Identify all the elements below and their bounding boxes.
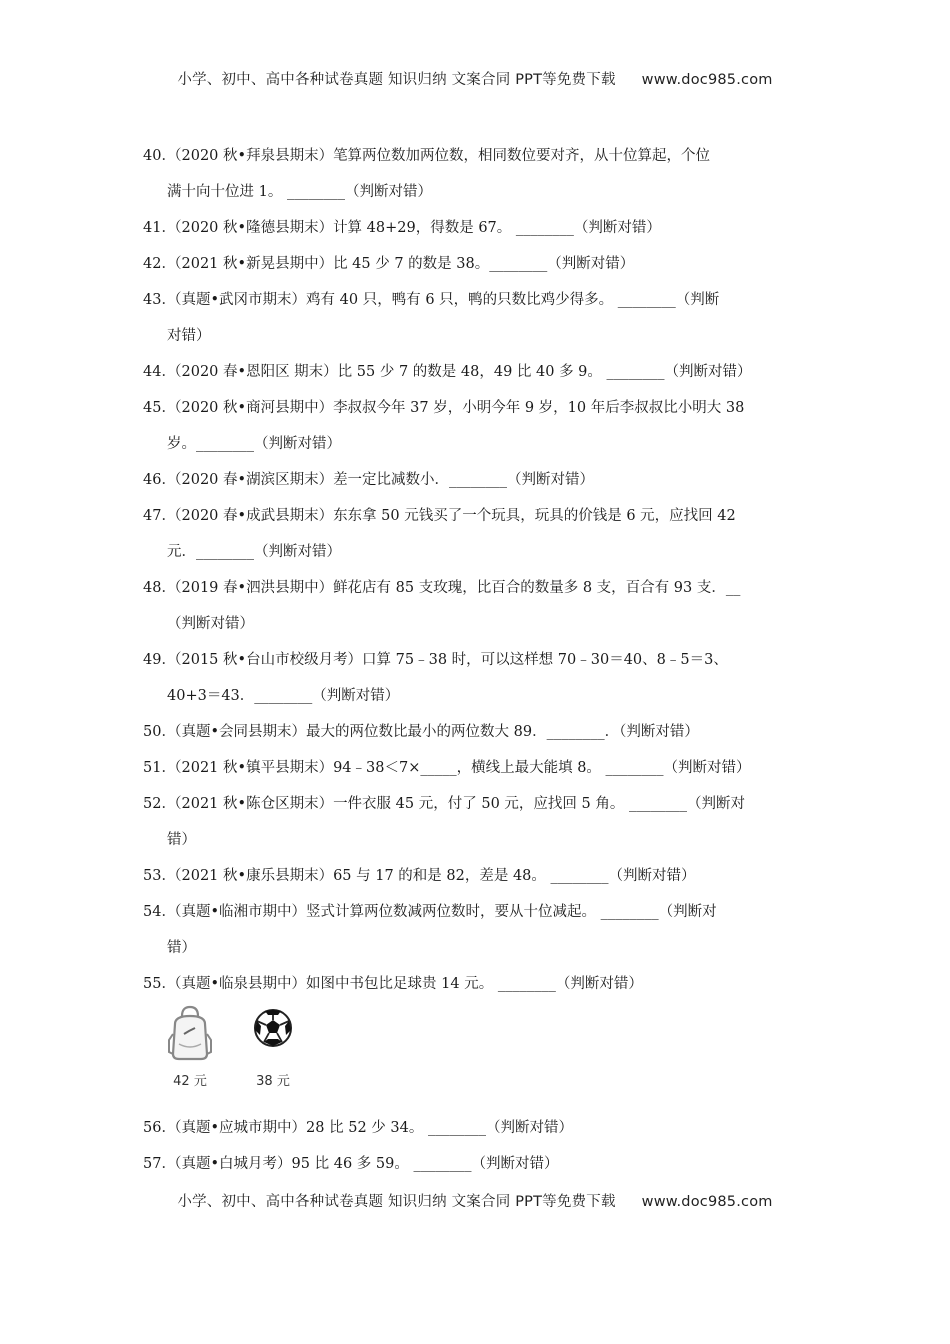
footer-site: www.doc985.com: [641, 1194, 773, 1210]
question-text-line: （真题•会同县期末）最大的两位数比最小的两位数大 89．________．（判断对错）: [167, 724, 699, 740]
question-44: [145, 354, 810, 390]
question-number: 42．: [143, 256, 176, 272]
question-number: 44．: [143, 364, 176, 380]
question-43: [145, 282, 810, 354]
question-text-line: （2020 春•湖滨区期末）差一定比减数小．________（判断对错）: [167, 472, 595, 488]
question-56: [145, 1110, 810, 1146]
question-text-line: （2020 秋•商河县期中）李叔叔今年 37 岁，小明今年 9 岁，10 年后李叔叔比小明大 38: [167, 400, 745, 416]
question-number: 51．: [143, 760, 176, 776]
question-number: 50．: [143, 724, 176, 740]
question-number: 49．: [143, 652, 176, 668]
page-footer: [0, 1190, 950, 1211]
question-text-line: 元．________（判断对错）: [167, 544, 341, 560]
question-text-line: （判断对错）: [167, 616, 254, 632]
question-text-line: （2020 秋•拜泉县期末）笔算两位数加两位数，相同数位要对齐，从十位算起，个位: [167, 148, 711, 164]
backpack-item: [165, 1004, 215, 1089]
footer-text: 小学、初中、高中各种试卷真题 知识归纳 文案合同 PPT等免费下载: [177, 1194, 616, 1210]
backpack-icon: [165, 1004, 215, 1064]
question-text-line: （2021 秋•镇平县期末）94﹣38＜7×_____，横线上最大能填 8。 ________（判断对错）: [167, 760, 751, 776]
question-57: [145, 1146, 810, 1182]
question-40: [145, 138, 810, 210]
question-41: [145, 210, 810, 246]
question-text-line: （真题•白城月考）95 比 46 多 59。 ________（判断对错）: [167, 1156, 559, 1172]
question-42: [145, 246, 810, 282]
question-number: 57．: [143, 1156, 176, 1172]
question-list: [145, 138, 810, 1182]
question-text-line: （2020 春•成武县期末）东东拿 50 元钱买了一个玩具，玩具的价钱是 6 元，应找回 42: [167, 508, 736, 524]
question-text-line: （2020 秋•隆德县期末）计算 48+29，得数是 67。 ________（判断对错）: [167, 220, 661, 236]
question-text-line: （真题•武冈市期末）鸡有 40 只，鸭有 6 只，鸭的只数比鸡少得多。 ________（判断: [167, 292, 720, 308]
question-number: 55．: [143, 976, 176, 992]
soccer-ball-item: [251, 1004, 295, 1089]
question-text-line: （真题•临泉县期中）如图中书包比足球贵 14 元。 ________（判断对错）: [167, 976, 643, 992]
question-48: [145, 570, 810, 642]
question-text-line: （2021 秋•新晃县期中）比 45 少 7 的数是 38。________（判断对错）: [167, 256, 635, 272]
question-text-line: 岁。________（判断对错）: [167, 436, 341, 452]
question-54: [145, 894, 810, 966]
question-number: 43．: [143, 292, 176, 308]
backpack-price: 42 元: [173, 1074, 207, 1089]
question-55: [145, 966, 810, 1002]
header-text: 小学、初中、高中各种试卷真题 知识归纳 文案合同 PPT等免费下载: [177, 72, 616, 88]
question-49: [145, 642, 810, 714]
question-text-line: （真题•应城市期中）28 比 52 少 34。 ________（判断对错）: [167, 1120, 573, 1136]
question-number: 45．: [143, 400, 176, 416]
question-number: 52．: [143, 796, 176, 812]
page-header: [0, 68, 950, 89]
question-number: 41．: [143, 220, 176, 236]
question-text-line: （2021 秋•陈仓区期末）一件衣服 45 元，付了 50 元，应找回 5 角。 ________（判断对: [167, 796, 745, 812]
question-text-line: （2020 春•恩阳区 期末）比 55 少 7 的数是 48，49 比 40 多 9。 ________（判断对错）: [167, 364, 752, 380]
question-text-line: （2021 秋•康乐县期末）65 与 17 的和是 82，差是 48。 ________（判断对错）: [167, 868, 696, 884]
question-text-line: （2019 春•泗洪县期中）鲜花店有 85 支玫瑰，比百合的数量多 8 支，百合有 93 支．__: [167, 580, 741, 596]
question-number: 46．: [143, 472, 176, 488]
question-52: [145, 786, 810, 858]
question-text-line: 错）: [167, 940, 196, 956]
question-55-figure: [145, 1002, 810, 1110]
question-number: 54．: [143, 904, 176, 920]
question-number: 47．: [143, 508, 176, 524]
question-text-line: 对错）: [167, 328, 211, 344]
question-text-line: 40+3＝43．________（判断对错）: [167, 688, 400, 704]
header-site: www.doc985.com: [641, 72, 773, 88]
question-53: [145, 858, 810, 894]
question-46: [145, 462, 810, 498]
question-text-line: 满十向十位进 1。 ________（判断对错）: [167, 184, 432, 200]
question-number: 48．: [143, 580, 176, 596]
soccer-ball-icon: [251, 1004, 295, 1064]
soccer-ball-price: 38 元: [256, 1074, 290, 1089]
question-text-line: （真题•临湘市期中）竖式计算两位数减两位数时，要从十位减起。 ________（判断对: [167, 904, 717, 920]
question-number: 53．: [143, 868, 176, 884]
question-number: 40．: [143, 148, 176, 164]
question-text-line: 错）: [167, 832, 196, 848]
question-45: [145, 390, 810, 462]
question-51: [145, 750, 810, 786]
question-text-line: （2015 秋•台山市校级月考）口算 75﹣38 时，可以这样想 70﹣30＝40、8﹣5＝3、: [167, 652, 728, 668]
question-number: 56．: [143, 1120, 176, 1136]
question-47: [145, 498, 810, 570]
question-50: [145, 714, 810, 750]
